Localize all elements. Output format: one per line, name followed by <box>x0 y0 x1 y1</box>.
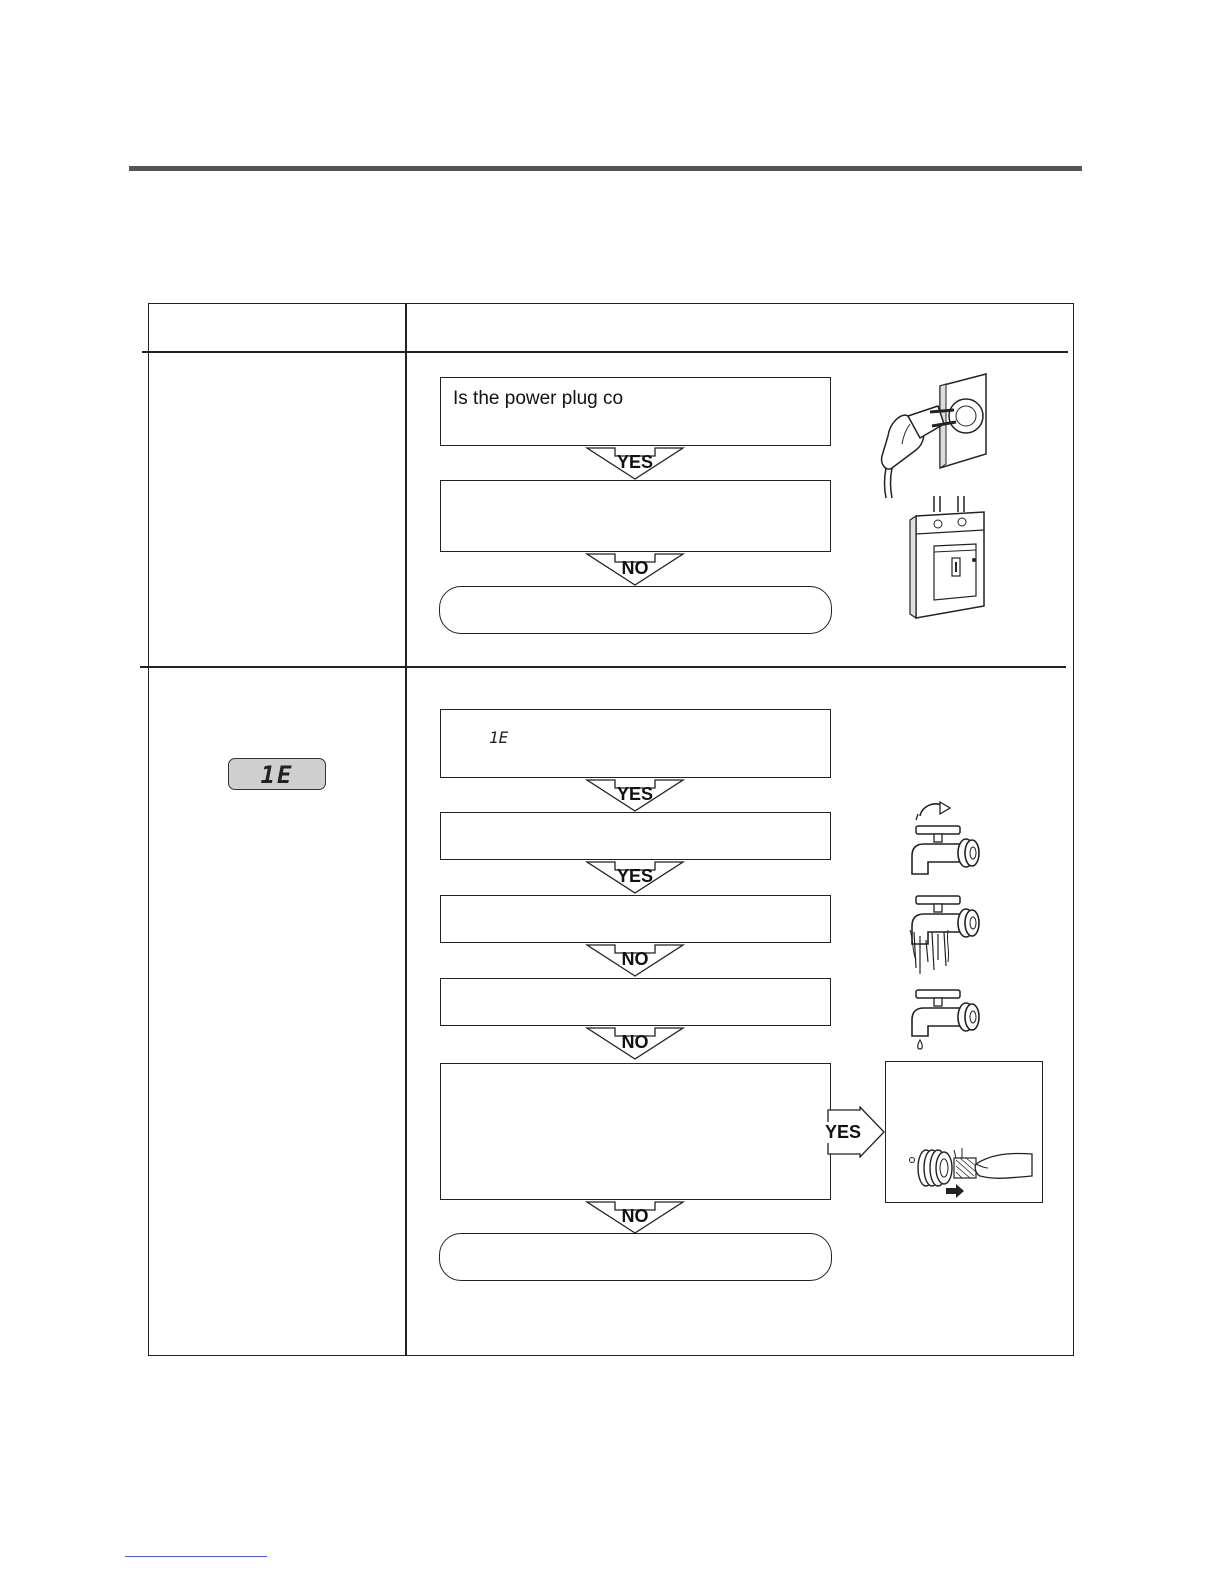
flow-arrow-label: NO <box>621 1206 649 1226</box>
flow-box-error-code-text: 1E <box>489 728 509 747</box>
flow-box-filter <box>440 1063 831 1200</box>
flow-arrow-label: YES <box>616 452 654 472</box>
flow-box-breaker <box>440 480 831 552</box>
flow-arrow-yes <box>585 778 685 812</box>
table-row-divider <box>140 666 1066 668</box>
flow-arrow-yes <box>585 446 685 480</box>
flow-arrow-yes <box>585 860 685 894</box>
flow-box-water-pressure <box>440 978 831 1026</box>
footer-link-rule <box>125 1556 267 1557</box>
circuit-breaker-icon <box>904 496 1000 620</box>
flow-terminal-service <box>439 586 832 634</box>
frozen-water-tap-icon <box>904 890 984 978</box>
inlet-filter-panel <box>885 1061 1043 1203</box>
flow-terminal-service <box>439 1233 832 1281</box>
flow-arrow-label: NO <box>621 558 649 578</box>
flow-box-tap-open <box>440 812 831 860</box>
flow-arrow-side-label: YES <box>825 1122 862 1142</box>
inlet-filter-cleaning-icon <box>904 1142 1034 1200</box>
flow-arrow-label: YES <box>616 866 654 886</box>
flow-arrow-no <box>585 552 685 586</box>
table-column-divider <box>405 303 407 1356</box>
flow-arrow-no <box>585 1200 685 1234</box>
power-plug-icon <box>868 372 1000 500</box>
dripping-water-tap-icon <box>904 986 984 1052</box>
flow-box-error-code <box>440 709 831 778</box>
flow-arrow-label: NO <box>621 949 649 969</box>
flow-box-power-plug-text: Is the power plug co <box>453 388 624 409</box>
error-code-text: 1E <box>260 761 294 789</box>
flow-arrow-label: NO <box>621 1032 649 1052</box>
flow-arrow-no <box>585 1026 685 1060</box>
flow-arrow-label: YES <box>616 784 654 804</box>
error-code-display <box>228 758 326 790</box>
table-header-divider <box>142 351 1068 353</box>
water-tap-turn-icon <box>904 794 984 878</box>
header-rule <box>129 166 1082 171</box>
flow-box-tap-frozen <box>440 895 831 943</box>
flow-box-power-plug <box>440 377 831 446</box>
flow-arrow-no <box>585 943 685 977</box>
